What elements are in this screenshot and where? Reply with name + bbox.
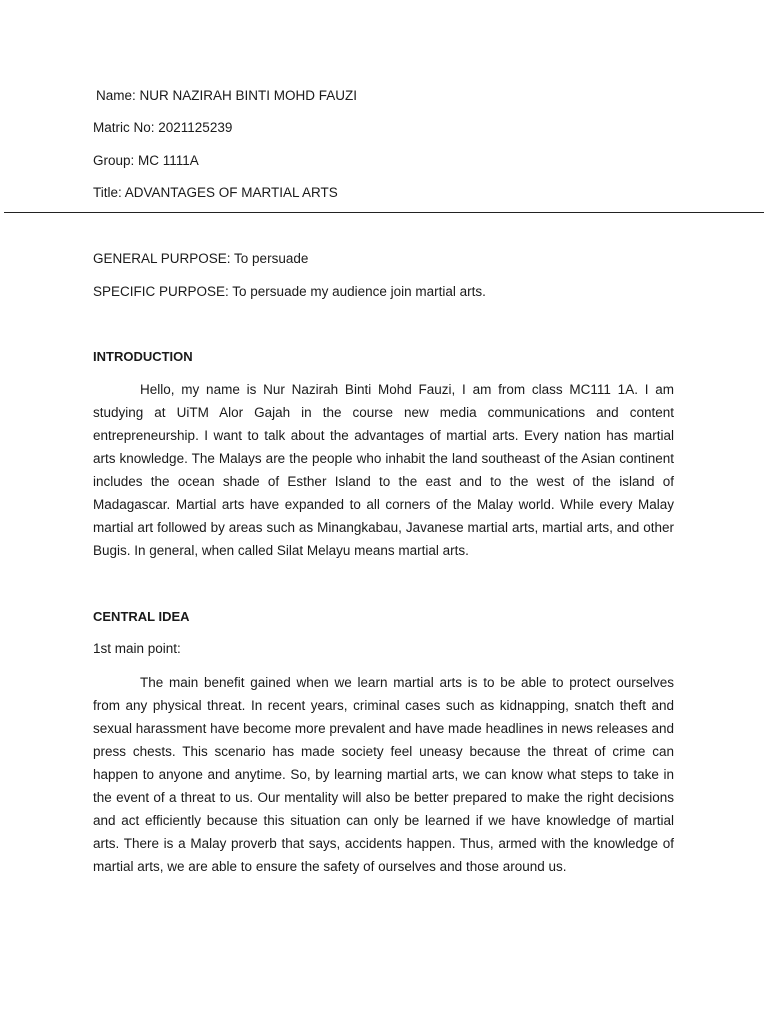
header-divider <box>4 212 764 213</box>
document-title: Title: ADVANTAGES OF MARTIAL ARTS <box>93 185 338 200</box>
general-purpose: GENERAL PURPOSE: To persuade <box>93 251 309 266</box>
main-point-label: 1st main point: <box>93 641 181 656</box>
student-name: Name: NUR NAZIRAH BINTI MOHD FAUZI <box>96 88 358 103</box>
group: Group: MC 1111A <box>93 153 199 168</box>
matric-number: Matric No: 2021125239 <box>93 120 233 135</box>
introduction-paragraph: Hello, my name is Nur Nazirah Binti Mohd Fauzi, I am from class MC111 1A. I am studying at UiTM Alor Gajah in the course new media communications and content entrepreneurship. I want to talk about the advantages of martial arts. Every nation has martial arts knowledge. The Malays are the people who inhabit the land southeast of the Asian continent includes the ocean shade of Esther Island to the east and to the west of the island of Madagascar. Martial arts have expanded to all corners of the Malay world. While every Malay martial art followed by areas such as Minangkabau, Javanese martial arts, martial arts, and other Bugis. In general, when called Silat Melayu means martial arts. <box>93 382 674 558</box>
specific-purpose: SPECIFIC PURPOSE: To persuade my audience join martial arts. <box>93 284 486 299</box>
main-point-paragraph: The main benefit gained when we learn martial arts is to be able to protect ourselves from any physical threat. In recent years, criminal cases such as kidnapping, snatch theft and sexual harassment have become more prevalent and have made headlines in news releases and press chests. This scenario has made society feel uneasy because the threat of crime can happen to anyone and anytime. So, by learning martial arts, we can know what steps to take in the event of a threat to us. Our mentality will also be better prepared to make the right decisions and act efficiently because this situation can only be learned if we have knowledge of martial arts. There is a Malay proverb that says, accidents happen. Thus, armed with the knowledge of martial arts, we are able to ensure the safety of ourselves and those around us. <box>93 675 674 874</box>
central-idea-heading: CENTRAL IDEA <box>93 609 190 624</box>
introduction-heading: INTRODUCTION <box>93 349 193 364</box>
